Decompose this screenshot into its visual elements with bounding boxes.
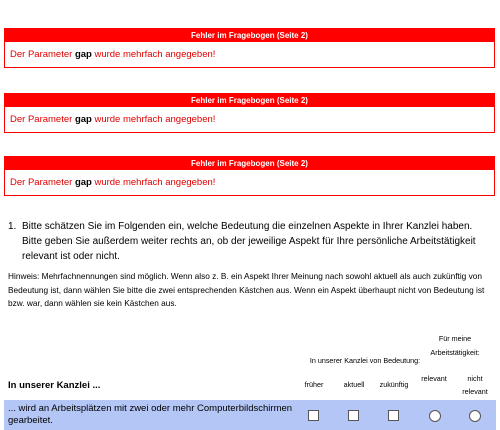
checkbox-zukuenftig[interactable] <box>388 410 399 421</box>
error-box-3 <box>4 156 495 196</box>
error-header: Fehler im Fragebogen (Seite 2) <box>5 94 494 107</box>
radio-nicht-relevant[interactable] <box>469 410 481 422</box>
question <box>8 219 486 264</box>
col-frueher: früher <box>304 380 324 389</box>
question-text: Bitte schätzen Sie im Folgenden ein, welche Bedeutung die einzelnen Aspekte in Ihrer Kanzlei haben. Bitte geben Sie außerdem weiter rechts an, ob der jeweilige Aspekt für Ihre persönliche Arbeitstätigkeit relevant ist oder nicht. <box>22 221 476 262</box>
error-message: Der Parameter gap wurde mehrfach angegeben! <box>10 49 216 60</box>
hint-text: Hinweis: Mehrfachnennungen sind möglich. Wenn also z. B. ein Aspekt Ihrer Meinung nach sowohl aktuell als auch zukünftig von Bedeutung ist, dann wählen Sie bitte die zwei entsprechenden Kästchen aus. Wenn ein Aspekt überhaupt nicht von Bedeutung ist bzw. war, dann wählen sie kein Kästchen aus. <box>8 271 485 308</box>
group2-header-line1: Für meine <box>438 334 472 343</box>
question-number: 1. <box>8 221 17 232</box>
error-param: gap <box>74 114 92 125</box>
table-row <box>4 400 496 430</box>
radio-relevant[interactable] <box>429 410 441 422</box>
checkbox-frueher[interactable] <box>308 410 319 421</box>
error-header: Fehler im Fragebogen (Seite 2) <box>5 29 494 42</box>
error-box-1 <box>4 28 495 68</box>
error-message: Der Parameter gap wurde mehrfach angegeben! <box>10 114 216 125</box>
section-title: In unserer Kanzlei ... <box>8 380 101 391</box>
checkbox-aktuell[interactable] <box>348 410 359 421</box>
error-param: gap <box>74 49 92 60</box>
col-nicht-line1: nicht <box>467 374 483 383</box>
col-nicht-line2: relevant <box>462 387 488 396</box>
group2-header-line2: Arbeitstätigkeit: <box>430 348 480 357</box>
group1-header: In unserer Kanzlei von Bedeutung: <box>309 356 421 365</box>
row-text: ... wird an Arbeitsplätzen mit zwei oder mehr Computerbildschirmen gearbeitet. <box>8 403 293 426</box>
col-aktuell: aktuell <box>343 380 365 389</box>
error-message: Der Parameter gap wurde mehrfach angegeben! <box>10 177 216 188</box>
error-param: gap <box>74 177 92 188</box>
error-header: Fehler im Fragebogen (Seite 2) <box>5 157 494 170</box>
col-zukuenftig: zukünftig <box>379 380 409 389</box>
col-relevant: relevant <box>421 374 447 383</box>
error-box-2 <box>4 93 495 133</box>
